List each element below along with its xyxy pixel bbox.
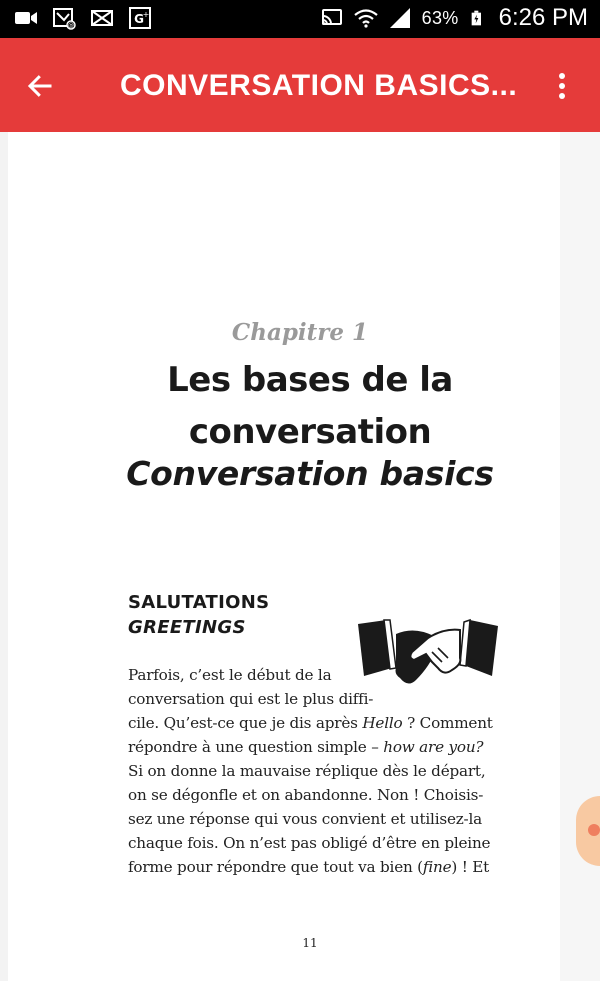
missed-message-icon <box>52 6 76 30</box>
battery-icon <box>469 6 485 30</box>
body-text: forme pour répondre que tout va bien ( <box>128 858 423 876</box>
arrow-back-icon <box>25 71 55 101</box>
chapter-title-fr-line1: Les bases de la <box>167 360 453 400</box>
book-page[interactable] <box>8 132 560 981</box>
handshake-icon <box>356 618 500 690</box>
chapter-title-fr <box>0 354 600 458</box>
battery-percent: 63% <box>421 7 459 28</box>
signal-icon <box>388 6 412 30</box>
section-title: SALUTATIONS <box>128 592 270 613</box>
book-title: CONVERSATION BASICS... <box>120 69 518 102</box>
google-plus-icon <box>128 6 152 30</box>
notification-icons <box>14 6 152 30</box>
back-button[interactable] <box>16 62 64 110</box>
body-text: ) ! Et <box>451 858 490 876</box>
body-line <box>128 858 489 876</box>
body-line: chaque fois. On n’est pas obligé d’être en pleine <box>128 834 491 852</box>
body-line: sez une réponse qui vous convient et utilisez-la <box>128 810 482 828</box>
page-number: 11 <box>302 936 318 950</box>
wifi-icon <box>354 6 378 30</box>
body-line: Si on donne la mauvaise réplique dès le départ, <box>128 762 486 780</box>
body-line: conversation qui est le plus diffi- <box>128 690 374 708</box>
page-scrubber-dot <box>588 824 600 836</box>
body-text: cile. Qu’est-ce que je dis après <box>128 714 363 732</box>
mail-icon <box>90 6 114 30</box>
app-bar <box>0 38 600 132</box>
chapter-label: Chapitre 1 <box>231 319 369 346</box>
video-icon <box>14 6 38 30</box>
section-subtitle: GREETINGS <box>128 617 246 638</box>
system-icons <box>320 4 588 32</box>
svg-text:+: + <box>142 10 150 19</box>
clock: 6:26 PM <box>498 4 588 31</box>
reader-view[interactable] <box>0 132 600 981</box>
body-text: ? Comment <box>402 714 493 732</box>
body-line: on se dégonfle et on abandonne. Non ! Choisis- <box>128 786 484 804</box>
chapter-title-fr-line2: conversation <box>188 412 432 452</box>
cast-icon <box>320 6 344 30</box>
body-text-italic: fine <box>422 858 452 876</box>
body-line <box>128 738 483 756</box>
status-bar <box>0 0 600 38</box>
body-text-italic: Hello <box>362 714 403 732</box>
svg-text:@: @ <box>68 22 74 29</box>
body-line: Parfois, c’est le début de la <box>128 666 332 684</box>
chapter-title-en: Conversation basics <box>126 454 494 493</box>
overflow-menu-button[interactable] <box>542 66 582 106</box>
more-vert-icon <box>557 71 567 101</box>
body-text-italic: how are you? <box>383 738 484 756</box>
body-line <box>128 714 493 732</box>
body-text: répondre à une question simple – <box>128 738 384 756</box>
svg-text:G: G <box>134 12 144 26</box>
